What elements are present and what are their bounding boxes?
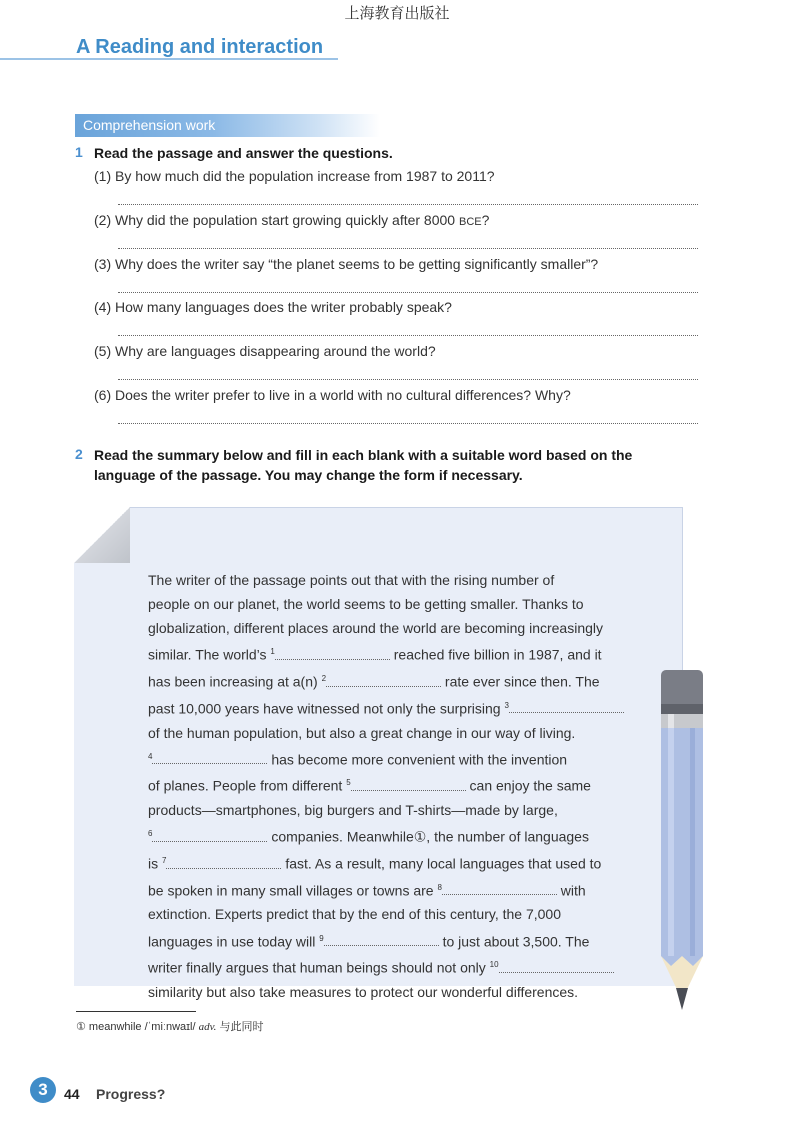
summary-line: [148, 771, 638, 798]
summary-text-span: with: [556, 882, 586, 899]
summary-text-span: products—smartphones, big burgers and T-shirts—made by large,: [148, 802, 558, 819]
summary-text-span: past 10,000 years have witnessed not only the surprising: [148, 700, 505, 717]
blank-number: 10: [489, 960, 499, 970]
summary-text-span: be spoken in many small villages or towns are: [148, 882, 438, 899]
summary-text-span: similarity but also take measures to protect our wonderful differences.: [148, 984, 579, 1001]
page-label: Progress?: [96, 1086, 166, 1102]
blank-number: 7: [162, 855, 167, 865]
section-divider: [0, 58, 338, 60]
unit-badge: 3: [30, 1077, 56, 1103]
summary-line: [148, 640, 638, 667]
blank-10[interactable]: [499, 958, 614, 973]
summary-text-span: of planes. People from different: [148, 778, 347, 795]
summary-text: [148, 568, 638, 1004]
summary-line: [148, 721, 638, 745]
footnote-gloss: 与此同时: [216, 1021, 264, 1033]
summary-text-span: has become more convenient with the invention: [267, 751, 568, 768]
pencil-icon: [660, 670, 704, 1015]
summary-text-span: The writer of the passage points out that with the rising number of: [148, 572, 555, 588]
blank-number: 1: [270, 647, 275, 657]
answer-line-6[interactable]: [118, 423, 698, 424]
summary-text-span: extinction. Experts predict that by the end of this century, the 7,000: [148, 906, 561, 923]
summary-line: [148, 849, 638, 876]
summary-line: [148, 592, 638, 616]
blank-number: 8: [437, 882, 442, 892]
sub-question-3: (3) Why does the writer say “the planet seems to be getting significantly smaller”?: [94, 256, 599, 272]
question-2-number: 2: [75, 446, 83, 462]
footnote-marker: ①: [76, 1021, 86, 1033]
blank-2[interactable]: [326, 672, 441, 687]
sub-question-5: (5) Why are languages disappearing around the world?: [94, 343, 436, 359]
footnote: [76, 1018, 264, 1034]
answer-line-1[interactable]: [118, 204, 698, 205]
summary-line: [148, 798, 638, 822]
answer-line-5[interactable]: [118, 379, 698, 380]
blank-number: 5: [346, 778, 351, 788]
section-title: A Reading and interaction: [76, 36, 324, 58]
answer-line-4[interactable]: [118, 335, 698, 336]
answer-line-3[interactable]: [118, 292, 698, 293]
summary-text-span: languages in use today will: [148, 933, 320, 950]
summary-line: [148, 694, 638, 721]
summary-text-span: rate ever since then. The: [441, 673, 600, 690]
summary-text-span: to just about 3,500. The: [438, 933, 590, 950]
sub-question-1: (1) By how much did the population increase from 1987 to 2011?: [94, 168, 495, 184]
summary-text-span: can enjoy the same: [465, 778, 591, 795]
blank-3[interactable]: [509, 698, 624, 713]
summary-text-span: fast. As a result, many local languages that used to: [281, 855, 602, 872]
blank-1[interactable]: [275, 645, 390, 660]
footnote-pos: adv.: [198, 1021, 217, 1033]
summary-line: [148, 876, 638, 903]
summary-text-span: similar. The world’s: [148, 646, 271, 663]
summary-text-span: people on our planet, the world seems to be getting smaller. Thanks to: [148, 596, 584, 613]
summary-line: [148, 568, 638, 592]
answer-line-2[interactable]: [118, 248, 698, 249]
banner-label: Comprehension work: [83, 117, 216, 133]
summary-line: [148, 667, 638, 694]
footnote-rule: [76, 1011, 196, 1012]
blank-number: 4: [148, 751, 153, 761]
comprehension-banner: [75, 114, 380, 137]
footnote-word: meanwhile /ˈmiːnwaɪl/: [85, 1021, 199, 1033]
blank-number: 3: [504, 700, 509, 710]
sub-question-2-text: (2) Why did the population start growing quickly after 8000: [94, 212, 459, 228]
blank-5[interactable]: [351, 776, 466, 791]
page-number: 44: [64, 1086, 80, 1102]
blank-7[interactable]: [166, 854, 281, 869]
summary-line: [148, 822, 638, 849]
summary-text-span: companies. Meanwhile①, the number of languages: [267, 828, 589, 845]
sub-question-2: [94, 212, 489, 228]
summary-line: [148, 953, 638, 980]
summary-text-span: of the human population, but also a great change in our way of living.: [148, 724, 576, 741]
summary-line: [148, 616, 638, 640]
question-1-number: 1: [75, 144, 83, 160]
summary-text-span: is: [148, 855, 162, 872]
publisher-header: 上海教育出版社: [344, 4, 450, 22]
blank-number: 9: [319, 933, 324, 943]
summary-text-span: globalization, different places around the world are becoming increasingly: [148, 620, 604, 637]
card-folded-corner: [74, 507, 130, 563]
blank-6[interactable]: [152, 827, 267, 842]
question-2-instruction: Read the summary below and fill in each blank with a suitable word based on the language of the passage. You may change the form if necessary.: [94, 447, 633, 483]
summary-text-span: writer finally argues that human beings should not only: [148, 959, 490, 976]
summary-text-span: has been increasing at a(n): [148, 673, 322, 690]
summary-line: [148, 980, 638, 1004]
blank-8[interactable]: [442, 880, 557, 895]
summary-text-span: reached five billion in 1987, and it: [389, 646, 602, 663]
sub-question-4: (4) How many languages does the writer probably speak?: [94, 299, 452, 315]
sub-question-6: (6) Does the writer prefer to live in a world with no cultural differences? Why?: [94, 387, 571, 403]
summary-line: [148, 745, 638, 772]
question-1-instruction: Read the passage and answer the questions.: [94, 145, 393, 161]
blank-number: 2: [321, 674, 327, 684]
summary-line: [148, 927, 638, 954]
summary-line: [148, 902, 638, 926]
blank-9[interactable]: [324, 931, 439, 946]
blank-number: 6: [148, 829, 153, 839]
bce-abbrev: BCE: [458, 216, 482, 228]
blank-4[interactable]: [152, 749, 267, 764]
sub-question-2-tail: ?: [481, 212, 490, 228]
